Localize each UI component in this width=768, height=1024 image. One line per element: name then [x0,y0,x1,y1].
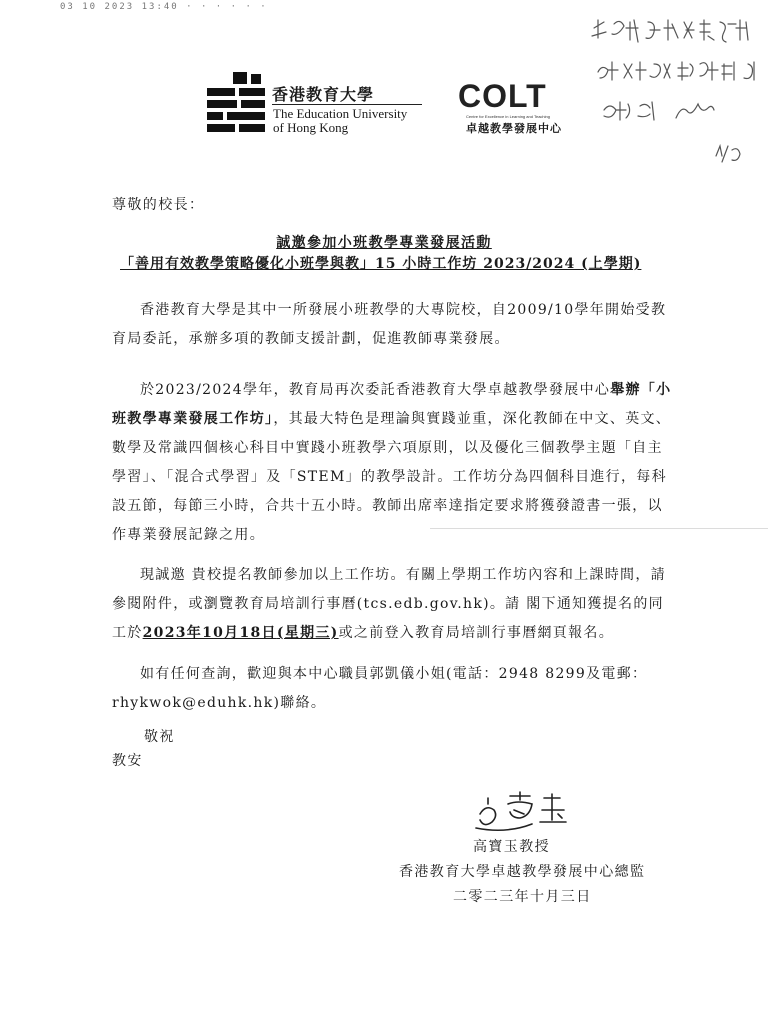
university-name-en [273,107,443,135]
university-name-zh: 香港教育大學 [272,85,375,104]
signatory-title: 香港教育大學卓越教學發展中心總監 [399,864,646,880]
letter-title-line1: 誠邀參加小班教學專業發展活動 [276,235,492,251]
paragraph-workshop-lead: 於2023/2024學年，教育局再次委託香港教育大學卓越教學發展中心 [140,382,611,398]
letter-title-line2: 「善用有效教學策略優化小班學與教」15 小時工作坊 2023/2024 (上學期) [120,256,642,272]
paragraph-enquiry-text: 如有任何查詢，歡迎與本中心職員郭凱儀小姐(電話：2948 8299及電郵：rhykwok@eduhk.hk)聯絡。 [112,666,648,711]
paragraph-invitation-end: 或之前登入教育局培訓行事曆網頁報名。 [338,625,614,641]
paragraph-workshop-details: ，其最大特色是理論與實踐並重，深化教師在中文、英文、數學及常識四個核心科目中實踐小班教學六項原則，以及優化三個教學主題「自主學習」、「混合式學習」及「STEM」的教學設計。工作坊分為四個科目進行，每科設五節，每節三小時，合共十五小時。教師出席率達指定要求將獲發證書一張，以作專業發展記錄之用。 [112,411,672,543]
paragraph-intro [112,296,672,354]
colt-tagline: Centre for Excellence in Learning and Teaching [466,114,550,119]
handwritten-signature [470,784,590,844]
registration-weekday: (星期三) [276,625,339,641]
paragraph-workshop-organise: 舉辦 [610,382,641,398]
handwritten-note [588,14,768,184]
signatory-name: 高寶玉教授 [473,839,550,855]
paragraph-invitation [112,561,672,648]
university-name-en-line2: of Hong Kong [273,120,349,135]
colt-logo: COLT [458,78,547,114]
registration-deadline: 2023年10月18日 [142,625,277,641]
paragraph-intro-text: 香港教育大學是其中一所發展小班教學的大專院校，自2009/10學年開始受教育局委託，承辦多項的教師支援計劃，促進教師專業發展。 [112,302,667,347]
paragraph-workshop [112,376,672,550]
colt-name-zh: 卓越教學發展中心 [466,122,562,135]
paragraph-enquiry [112,660,672,718]
scan-header-noise: 03 10 2023 13:40 · · · · · · [60,2,268,12]
workshop-name: 「小班教學專業發展工作坊」 [112,382,672,427]
university-name-en-line1: The Education University [273,106,408,121]
scan-artifact-line [430,528,768,529]
salutation: 尊敬的校長： [112,197,205,213]
closing-line1: 敬祝 [144,729,175,745]
letterhead-divider [272,104,422,105]
paragraph-invitation-text: 現誠邀 貴校提名教師參加以上工作坊。有關上學期工作坊內容和上課時間，請參閱附件，或瀏覽教育局培訓行事曆(tcs.edb.gov.hk)。請 閣下通知獲提名的同工於 [112,567,666,641]
letter-date: 二零二三年十月三日 [453,889,592,905]
closing-line2: 教安 [112,753,143,769]
